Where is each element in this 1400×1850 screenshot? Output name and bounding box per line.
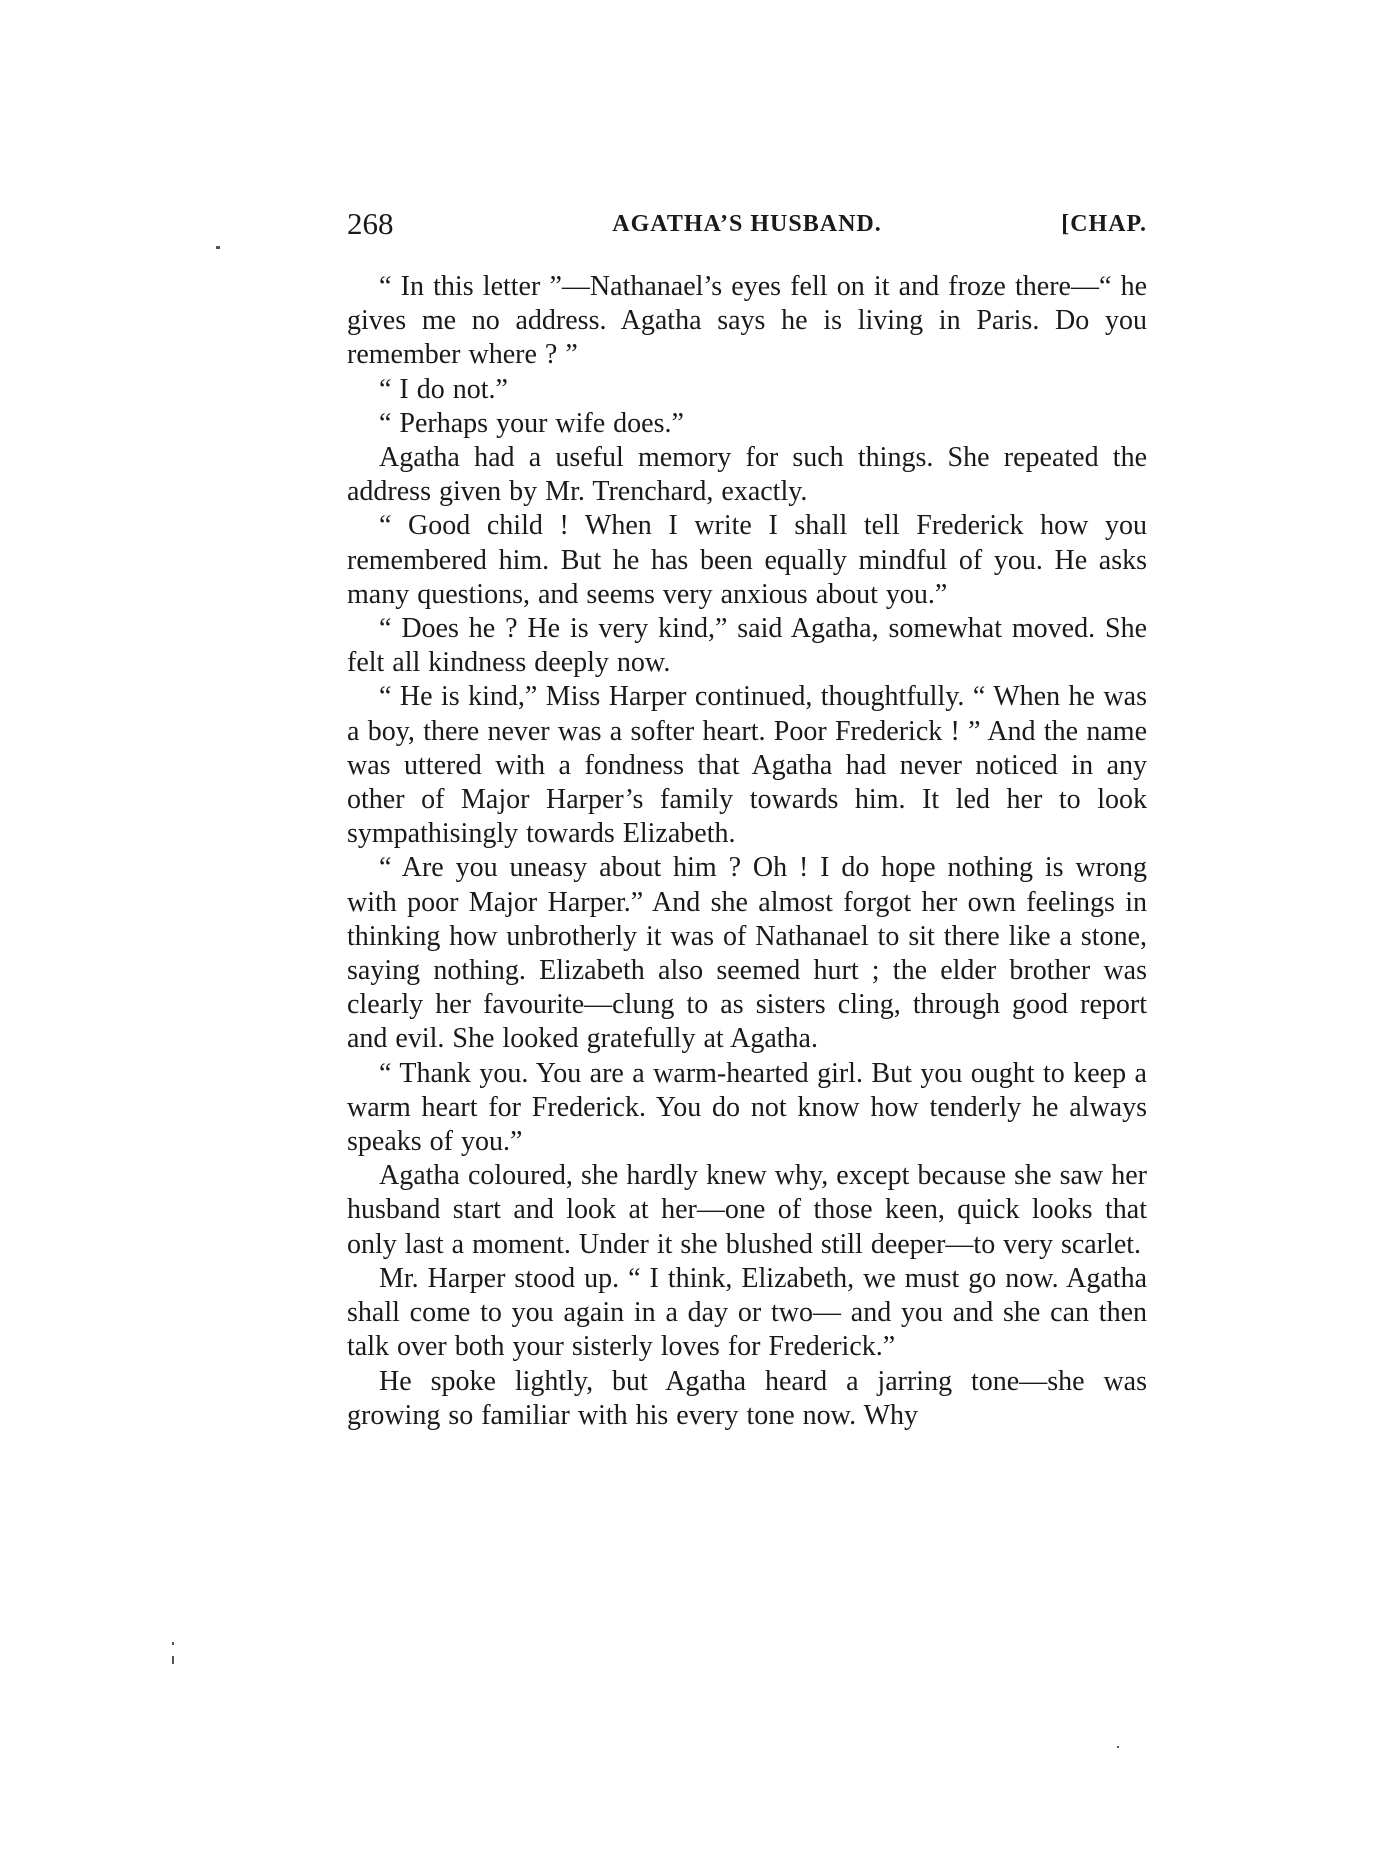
paragraph: “ Perhaps your wife does.”: [379, 407, 684, 439]
body-text: [347, 270, 1147, 1433]
paragraph: Mr. Harper stood up. “ I think, Elizabeth, we must go now. Agatha shall come to you again in a day or two— and you and she can then talk over both your sisterly loves for Frederick.”: [347, 1262, 1147, 1363]
paragraph: “ I do not.”: [379, 373, 508, 405]
paragraph: “ Are you uneasy about him ? Oh ! I do hope nothing is wrong with poor Major Harper.” And she almost forgot her own feelings in thinking how unbrotherly it was of Nathanael to sit there like a stone, saying nothing. Elizabeth also seemed hurt ; the elder brother was clearly her favourite—clung to as sisters cling, through good report and evil. She looked gratefully at Agatha.: [347, 852, 1147, 1055]
book-page: [347, 200, 1147, 1433]
paragraph: “ In this letter ”—Nathanael’s eyes fell on it and froze there—“ he gives me no address. Agatha says he is living in Paris. Do you remember where ? ”: [347, 271, 1147, 371]
scan-speck: [172, 1642, 174, 1645]
running-title: AGATHA’S HUSBAND.: [612, 211, 882, 237]
paragraph: “ Does he ? He is very kind,” said Agatha, somewhat moved. She felt all kindness deeply now.: [347, 613, 1147, 679]
page-number: 268: [347, 206, 394, 241]
chapter-marker: [CHAP.: [1061, 211, 1147, 237]
paragraph: Agatha coloured, she hardly knew why, except because she saw her husband start and look at her—one of those keen, quick looks that only last a moment. Under it she blushed still deeper—to very scarlet.: [347, 1160, 1147, 1260]
paragraph: “ He is kind,” Miss Harper continued, thoughtfully. “ When he was a boy, there never was a softer heart. Poor Frederick ! ” And the name was uttered with a fondness that Agatha had never noticed in any other of Major Harper’s family towards him. It led her to look sympathisingly towards Elizabeth.: [347, 681, 1147, 850]
running-head: [347, 200, 1147, 248]
paragraph: Agatha had a useful memory for such things. She repeated the address given by Mr. Trenchard, exactly.: [347, 442, 1147, 508]
scan-speck: [1117, 1746, 1119, 1748]
paragraph: “ Thank you. You are a warm-hearted girl. But you ought to keep a warm heart for Frederick. You do not know how tenderly he always speaks of you.”: [347, 1057, 1147, 1158]
paragraph: “ Good child ! When I write I shall tell Frederick how you remembered him. But he has been equally mindful of you. He asks many questions, and seems very anxious about you.”: [347, 510, 1147, 610]
scan-speck: [172, 1656, 174, 1664]
paragraph: He spoke lightly, but Agatha heard a jarring tone—she was growing so familiar with his every tone now. Why: [347, 1365, 1147, 1431]
scan-speck: [216, 246, 220, 249]
